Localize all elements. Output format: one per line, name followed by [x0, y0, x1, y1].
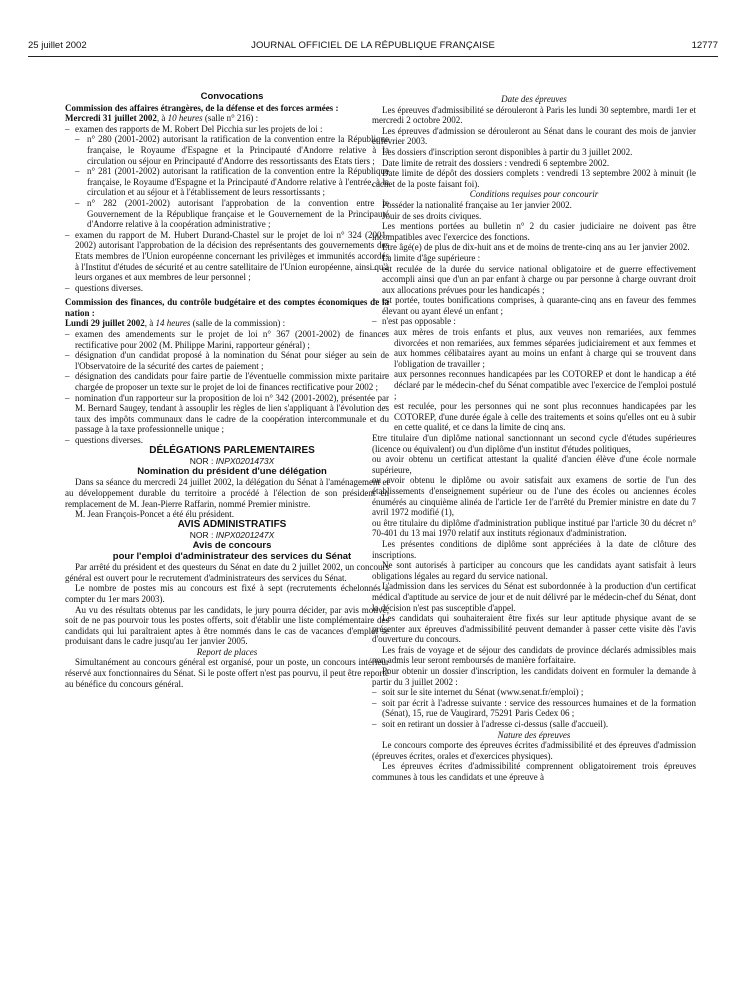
agenda-list — [65, 230, 389, 294]
page-header — [28, 40, 718, 54]
list-subitem: – est reculée, pour les personnes qui ne sont plus reconnues handicapées par les COTOREP, d'une durée égale à celle des traitements et soins qu'elles ont eu à subir en cette qualité, et ce dans la limite de cinq ans. — [372, 401, 696, 433]
paragraph: Le nombre de postes mis au concours est fixé à sept (recrutements échelonnés à compter du 1er mars 2003). — [65, 583, 389, 604]
age-limit-list — [372, 264, 696, 328]
commission-title: Commission des affaires étrangères, de la défense et des forces armées : — [65, 102, 339, 113]
convocations-title: Convocations — [200, 91, 264, 102]
list-item: – est portée, toutes bonifications comprises, à quarante-cinq ans en faveur des femmes élevant ou ayant élevé un enfant ; — [372, 295, 696, 316]
section-title-avis: AVIS ADMINISTRATIFS — [177, 518, 287, 530]
avis-subheading: pour l'emploi d'administrateur des services du Sénat — [112, 550, 352, 562]
page-number: 12777 — [691, 40, 718, 51]
agenda-subitem: – n° 281 (2001-2002) autorisant la ratification de la convention entre la République française, le Royaume d'Espagne et la Principauté d'Andorre relative à l'entrée, à la circulation et au séjour et à l'établissement de leurs ressortissants ; — [65, 166, 389, 198]
paragraph: Dans sa séance du mercredi 24 juillet 2002, la délégation du Sénat à l'aménagement et au développement durable du territoire a procédé à l'élection de son président en remplacement de M. Jean-Pierre Raffarin, nommé Premier ministre. — [65, 477, 389, 509]
meeting-date: Mercredi 31 juillet 2002, à 10 heures (salle n° 216) : — [65, 113, 259, 124]
paragraph: Date limite de dépôt des dossiers complets : vendredi 13 septembre 2002 à minuit (le cachet de la poste faisant foi). — [372, 168, 696, 189]
agenda-item: – examen des amendements sur le projet de loi n° 367 (2001-2002) de finances rectificative pour 2002 (M. Philippe Marini, rapporteur général) ; — [65, 329, 389, 350]
left-column — [65, 92, 389, 689]
agenda-item: – examen des rapports de M. Robert Del Picchia sur les projets de loi : — [65, 124, 389, 135]
paragraph: Les frais de voyage et de séjour des candidats de province déclarés admissibles mais non admis leur seront remboursés de manière forfaitaire. — [372, 644, 696, 666]
paragraph: ou avoir obtenu un certificat attestant la qualité d'ancien élève d'une école normale supérieure, — [372, 454, 696, 475]
paragraph: Les épreuves d'admissibilité se dérouleront à Paris les lundi 30 septembre, mardi 1er et mercredi 2 octobre 2002. — [372, 104, 696, 126]
subsection-title: Report de places — [196, 646, 258, 657]
agenda-list — [65, 124, 389, 135]
agenda-subitem: – n° 280 (2001-2002) autorisant la ratification de la convention entre la République française, le Royaume d'Espagne et la Principauté d'Andorre relative à la circulation ou séjour en Principauté d'Andorre des ressortissants des Etats tiers ; — [65, 134, 389, 166]
paragraph: Etre âgé(e) de plus de dix-huit ans et de moins de trente-cinq ans au 1er janvier 2002. — [382, 242, 690, 253]
paragraph: Les candidats qui souhaiteraient être fixés sur leur aptitude physique avant de se présenter aux épreuves d'admissibilité peuvent demander à passer cette visite dès l'avis d'ouverture du concours. — [372, 613, 696, 645]
agenda-item: – examen du rapport de M. Hubert Durand-Chastel sur le projet de loi n° 324 (2001-2002) autorisant l'approbation de la décision des représentants des gouvernements des Etats membres de l'Union européenne concernant les privilèges et immunités accordés à l'Institut d'études de sécurité et au centre satellitaire de l'Union européenne, ainsi qu'à leurs organes et aux membres de leur personnel ; — [65, 230, 389, 283]
list-item: – est reculée de la durée du service national obligatoire et de guerre effectivement accompli ainsi que d'un an par enfant à charge ou par personne à charge ouvrant droit aux allocations prévues pour les handicapés ; — [372, 264, 696, 296]
meeting-date: Lundi 29 juillet 2002, à 14 heures (salle de la commission) : — [65, 318, 286, 329]
paragraph: Date limite de retrait des dossiers : vendredi 6 septembre 2002. — [382, 157, 610, 168]
agenda-item: – questions diverses. — [65, 283, 389, 294]
paragraph: Pour obtenir un dossier d'inscription, les candidats doivent en formuler la demande à partir du 3 juillet 2002 : — [372, 666, 696, 687]
paragraph: Par arrêté du président et des questeurs du Sénat en date du 2 juillet 2002, un concours général est ouvert pour le recrutement d'administrateurs des services du Sénat. — [65, 562, 389, 583]
paragraph: Les mentions portées au bulletin n° 2 du casier judiciaire ne doivent pas être incompatibles avec l'exercice des fonctions. — [372, 221, 696, 242]
paragraph: Etre titulaire d'un diplôme national sanctionnant un second cycle d'études supérieures (licence ou équivalent) ou d'un diplôme d'un institut d'études politiques, — [372, 433, 696, 454]
subsection-title: Nature des épreuves — [497, 729, 571, 740]
subsection-title: Conditions requises pour concourir — [469, 189, 599, 200]
paragraph: Le concours comporte des épreuves écrites d'admissibilité et des épreuves d'admission (épreuves écrites, orales et d'exercices physiques). — [372, 740, 696, 761]
paragraph: L'admission dans les services du Sénat est subordonnée à la production d'un certificat médical d'aptitude au service de jour et de nuit délivré par le médecin-chef du Sénat, dont la décision n'est pas susceptible d'appel. — [372, 581, 696, 613]
paragraph: Les épreuves écrites d'admissibilité comprennent obligatoirement trois épreuves communes à tous les candidats et une épreuve à — [372, 761, 696, 782]
agenda-item: – désignation d'un candidat proposé à la nomination du Sénat pour siéger au sein de l'Observatoire de la sécurité des cartes de paiement ; — [65, 350, 389, 371]
header-date: 25 juillet 2002 — [28, 40, 87, 51]
paragraph: La limite d'âge supérieure : — [382, 252, 481, 263]
paragraph: Ne sont autorisés à participer au concours que les candidats ayant satisfait à leurs obligations légales au regard du service national. — [372, 560, 696, 581]
journal-title: JOURNAL OFFICIEL DE LA RÉPUBLIQUE FRANÇAISE — [251, 40, 495, 51]
section-title-delegations: DÉLÉGATIONS PARLEMENTAIRES — [149, 444, 315, 456]
avis-heading: Avis de concours — [192, 539, 272, 551]
paragraph: Simultanément au concours général est organisé, pour un poste, un concours intérieur réservé aux fonctionnaires du Sénat. Si le poste offert n'est pas pourvu, il peut être reporté au bénéfice du concours général. — [65, 657, 389, 689]
list-subitem: – aux personnes reconnues handicapées par les COTOREP et dont le handicap a été déclaré par le médecin-chef du Sénat compatible avec l'exercice de l'emploi postulé ; — [372, 369, 696, 401]
delegation-heading: Nomination du président d'une délégation — [137, 465, 327, 477]
paragraph: ou avoir obtenu le diplôme ou avoir satisfait aux examens de sortie de l'un des établissements d'enseignement supérieur ou de l'une des écoles ou anciennes écoles énumérés au cinquième alinéa de l'article 1er de l'arrêté du Premier ministre en date du 7 avril 1972 modifié (1), — [372, 475, 696, 518]
agenda-item: – désignation des candidats pour faire partie de l'éventuelle commission mixte paritaire chargée de proposer un texte sur le projet de loi de finances rectificative pour 2002 ; — [65, 371, 389, 392]
agenda-list — [65, 329, 389, 446]
nor-reference: NOR : INPX0201473X — [189, 456, 275, 467]
list-item: – n'est pas opposable : — [372, 316, 696, 327]
paragraph: Les présentes conditions de diplôme sont appréciées à la date de clôture des inscriptions. — [372, 538, 696, 560]
agenda-item: – nomination d'un rapporteur sur la proposition de loi n° 342 (2001-2002), présentée par M. Bernard Saugey, tendant à assouplir les règles de lien s'appliquant à l'évolution des taux des impôts communaux dans le cadre de la coopération intercommunale et du passage à la taxe professionnelle unique ; — [65, 393, 389, 435]
agenda-sublist — [65, 134, 389, 229]
paragraph: Les épreuves d'admission se dérouleront au Sénat dans le courant des mois de janvier et février 2003. — [372, 125, 696, 147]
agenda-subitem: – n° 282 (2001-2002) autorisant l'approbation de la convention entre le Gouvernement de la République française et le Gouvernement de la Principauté d'Andorre relative à la coopération administrative ; — [65, 198, 389, 230]
opposable-list — [372, 327, 696, 433]
list-item: – soit par écrit à l'adresse suivante : service des ressources humaines et de la formation (Sénat), 15, rue de Vaugirard, 75291 Paris Cedex 06 ; — [372, 698, 696, 719]
list-item: – soit sur le site internet du Sénat (www.senat.fr/emploi) ; — [372, 687, 696, 698]
nor-reference: NOR : INPX0201247X — [189, 530, 275, 541]
commission-title: Commission des finances, du contrôle budgétaire et des comptes économiques de la nation : — [65, 297, 389, 318]
list-subitem: – aux mères de trois enfants et plus, aux veuves non remariées, aux femmes divorcées et non remariées, aux femmes séparées judiciairement et aux femmes et aux hommes célibataires ayant au moins un enfant à charge qui se trouvent dans l'obligation de travailler ; — [372, 327, 696, 369]
subsection-title: Date des épreuves — [501, 94, 567, 104]
paragraph: M. Jean François-Poncet a été élu président. — [75, 509, 234, 520]
right-column — [372, 92, 696, 783]
paragraph: ou être titulaire du diplôme d'administration publique institué par l'article 30 du décret n° 70-401 du 13 mai 1970 relatif aux instituts régionaux d'administration. — [372, 517, 696, 539]
paragraph: Au vu des résultats obtenus par les candidats, le jury pourra décider, par avis motivé, soit de ne pas pourvoir tous les postes offerts, soit d'établir une liste complémentaire des candidats qui lui paraîtraient aptes à être nommés dans le cas de vacances d'emploi se produisant dans le cadre jusqu'au 1er janvier 2005. — [65, 604, 389, 647]
paragraph: Jouir de ses droits civiques. — [382, 210, 482, 221]
header-rule — [28, 56, 718, 57]
paragraph: Les dossiers d'inscription seront disponibles à partir du 3 juillet 2002. — [382, 146, 633, 157]
agenda-item: – questions diverses. — [65, 435, 389, 446]
list-item: – soit en retirant un dossier à l'adresse ci-dessus (salle d'accueil). — [372, 719, 696, 730]
paragraph: Posséder la nationalité française au 1er janvier 2002. — [382, 199, 572, 210]
dossier-list — [372, 687, 696, 729]
